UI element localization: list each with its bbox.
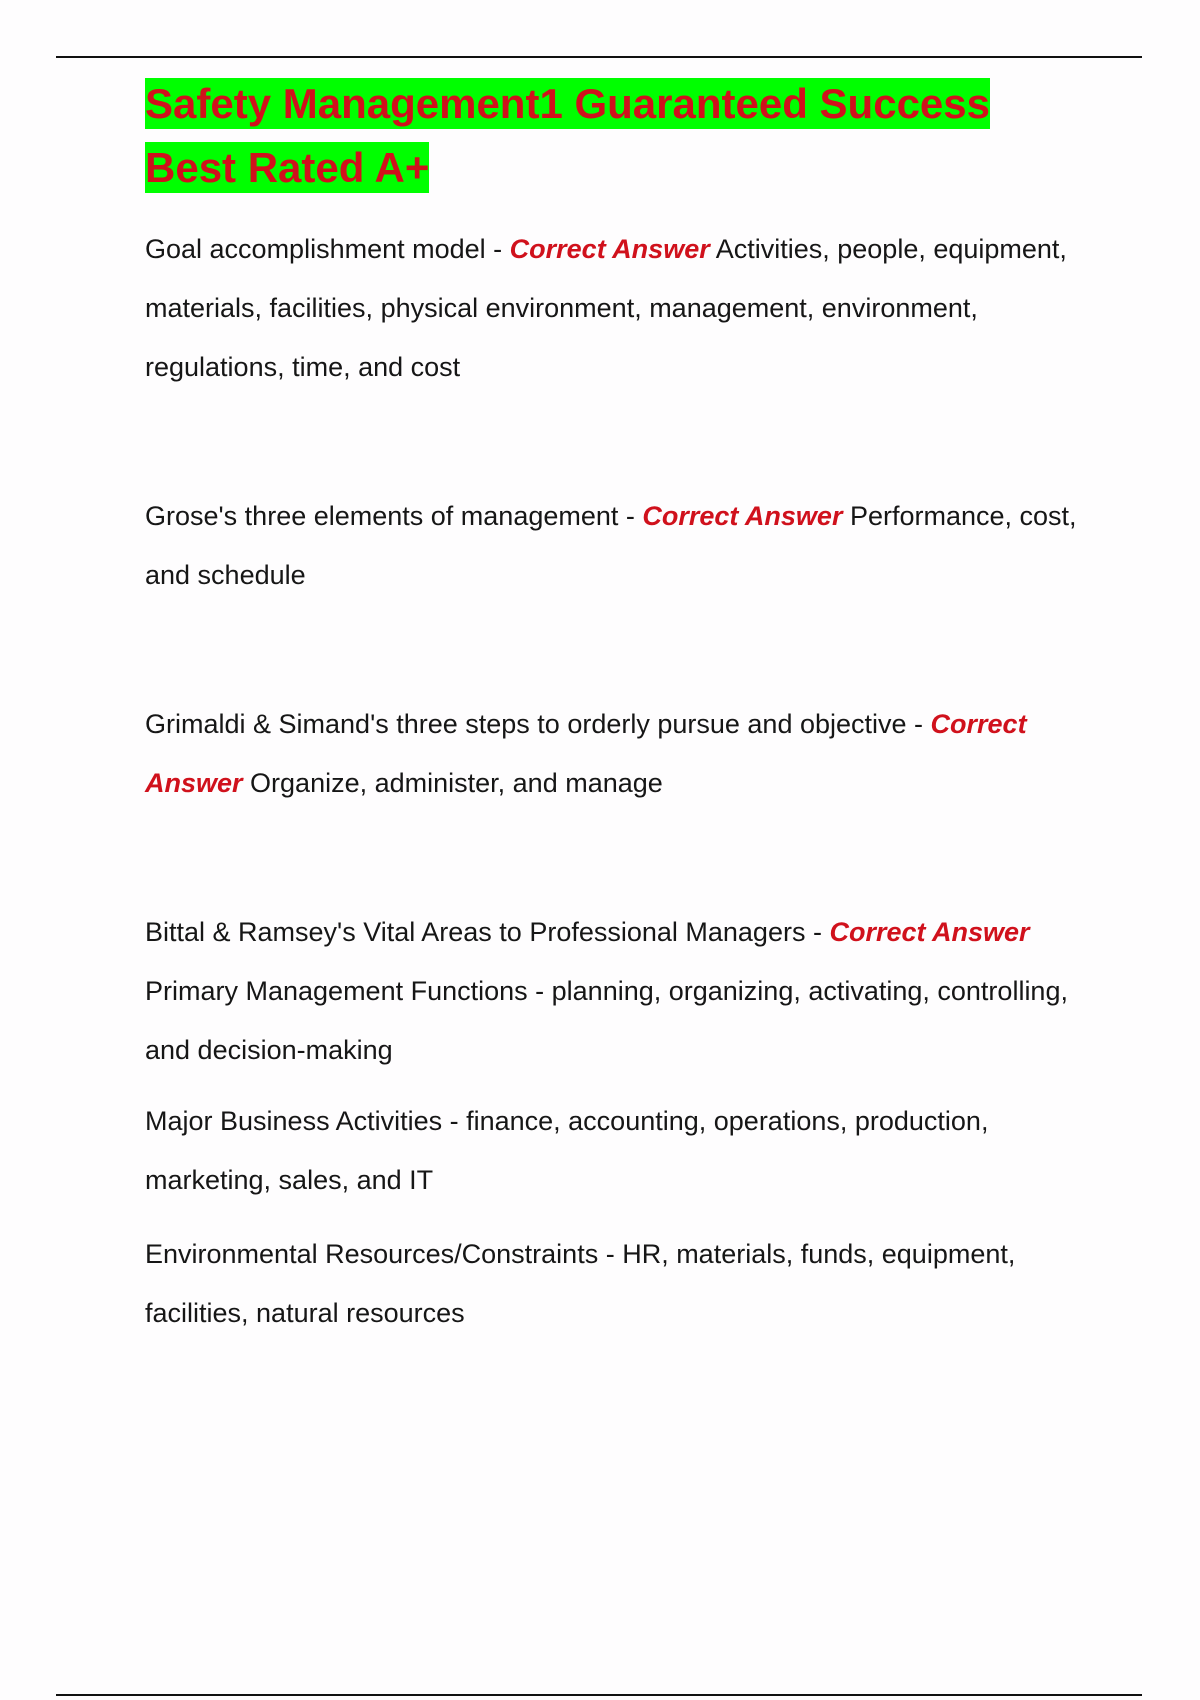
answer-text: Organize, administer, and manage [242,768,663,798]
bottom-rule [56,1694,1142,1696]
correct-answer-label: Correct Answer [145,709,1027,798]
top-rule [56,56,1142,58]
question-text: Goal accomplishment model - [145,234,510,264]
answer-text: Performance, cost, and schedule [145,501,1077,590]
qa-item-goal-accomplishment [145,220,1085,397]
bittal-detail-environmental-resources: Environmental Resources/Constraints - HR, materials, funds, equipment, facilities, natural resources [145,1239,1016,1328]
qa-item-bittal-ramsey [145,903,1085,1080]
document-content [145,72,1085,1343]
question-text: Bittal & Ramsey's Vital Areas to Professional Managers - [145,917,830,947]
document-title [145,72,1085,200]
answer-text: Activities, people, equipment, materials, facilities, physical environment, management, environment, regulations, time, and cost [145,234,1067,382]
correct-answer-label: Correct Answer [509,234,710,264]
question-text: Grose's three elements of management - [145,501,643,531]
question-text: Grimaldi & Simand's three steps to orderly pursue and objective - [145,709,931,739]
bittal-detail-primary-functions: Primary Management Functions - planning, organizing, activating, controlling, and decision-making [145,976,1068,1065]
bittal-detail-business-activities: Major Business Activities - finance, accounting, operations, production, marketing, sales, and IT [145,1106,989,1195]
correct-answer-label: Correct Answer [642,501,843,531]
correct-answer-label: Correct Answer [829,917,1030,947]
qa-item-grose-elements [145,487,1085,605]
document-title-text: Safety Management1 Guaranteed Success Best Rated A+ [145,80,991,191]
qa-item-grimaldi-steps [145,695,1085,813]
